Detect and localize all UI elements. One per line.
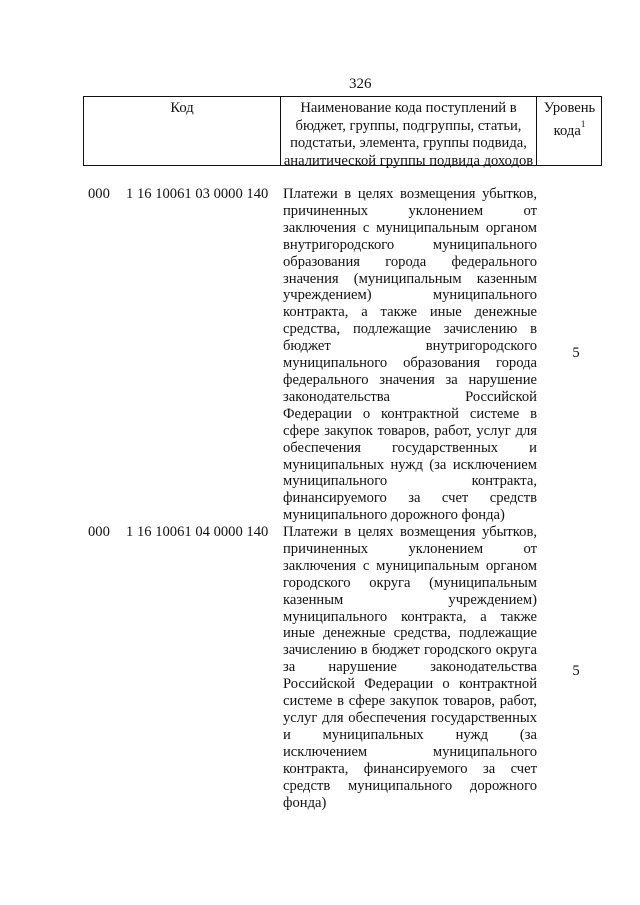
header-level-label: Уровень кода (543, 100, 596, 139)
income-code: 1 16 10061 04 0000 140 (126, 524, 269, 540)
table-header (83, 96, 602, 169)
header-level-cell (536, 97, 602, 165)
admin-code: 000 (88, 524, 110, 540)
income-description: Платежи в целях возмещения убытков, причиненных уклонением от заключения с муниципальным органом городского округа (муниципальным казенным учреждением) муниципального контракта, а также иные денежные средства, подлежащие зачислению в бюджет городского округа за нарушение законодательства Российской Федерации о контрактной системе в сфере закупок товаров, работ, услуг для обеспечения государственных и муниципальных нужд (за исключением муниципального контракта, финансируемого за счет средств муниципального дорожного фонда) (283, 524, 537, 811)
header-name-cell (280, 97, 536, 169)
code-level: 5 (572, 663, 580, 679)
code-level: 5 (572, 345, 580, 361)
income-description: Платежи в целях возмещения убытков, причиненных уклонением от заключения с муниципальным органом внутригородского муниципального образования города федерального значения (муниципальным казенным учреждением) муниципального контракта, а также иные денежные средства, подлежащие зачислению в бюджет внутригородского муниципального образования города федерального значения за нарушение законодательства Российской Федерации о контрактной системе в сфере закупок товаров, работ, услуг для обеспечения государственных и муниципальных нужд (за исключением муниципального контракта, финансируемого за счет средств муниципального дорожного фонда) (283, 186, 537, 524)
header-level-footnote: 1 (580, 118, 586, 129)
header-code-label: Код (170, 100, 194, 116)
header-code-cell (84, 97, 280, 165)
income-code: 1 16 10061 03 0000 140 (126, 186, 269, 202)
admin-code: 000 (88, 186, 110, 202)
page-number: 326 (349, 76, 372, 92)
header-name-label: Наименование кода поступлений в бюджет, группы, подгруппы, статьи, подстатьи, элемента, группы подвида, аналитической группы подвида доходов (283, 100, 534, 169)
